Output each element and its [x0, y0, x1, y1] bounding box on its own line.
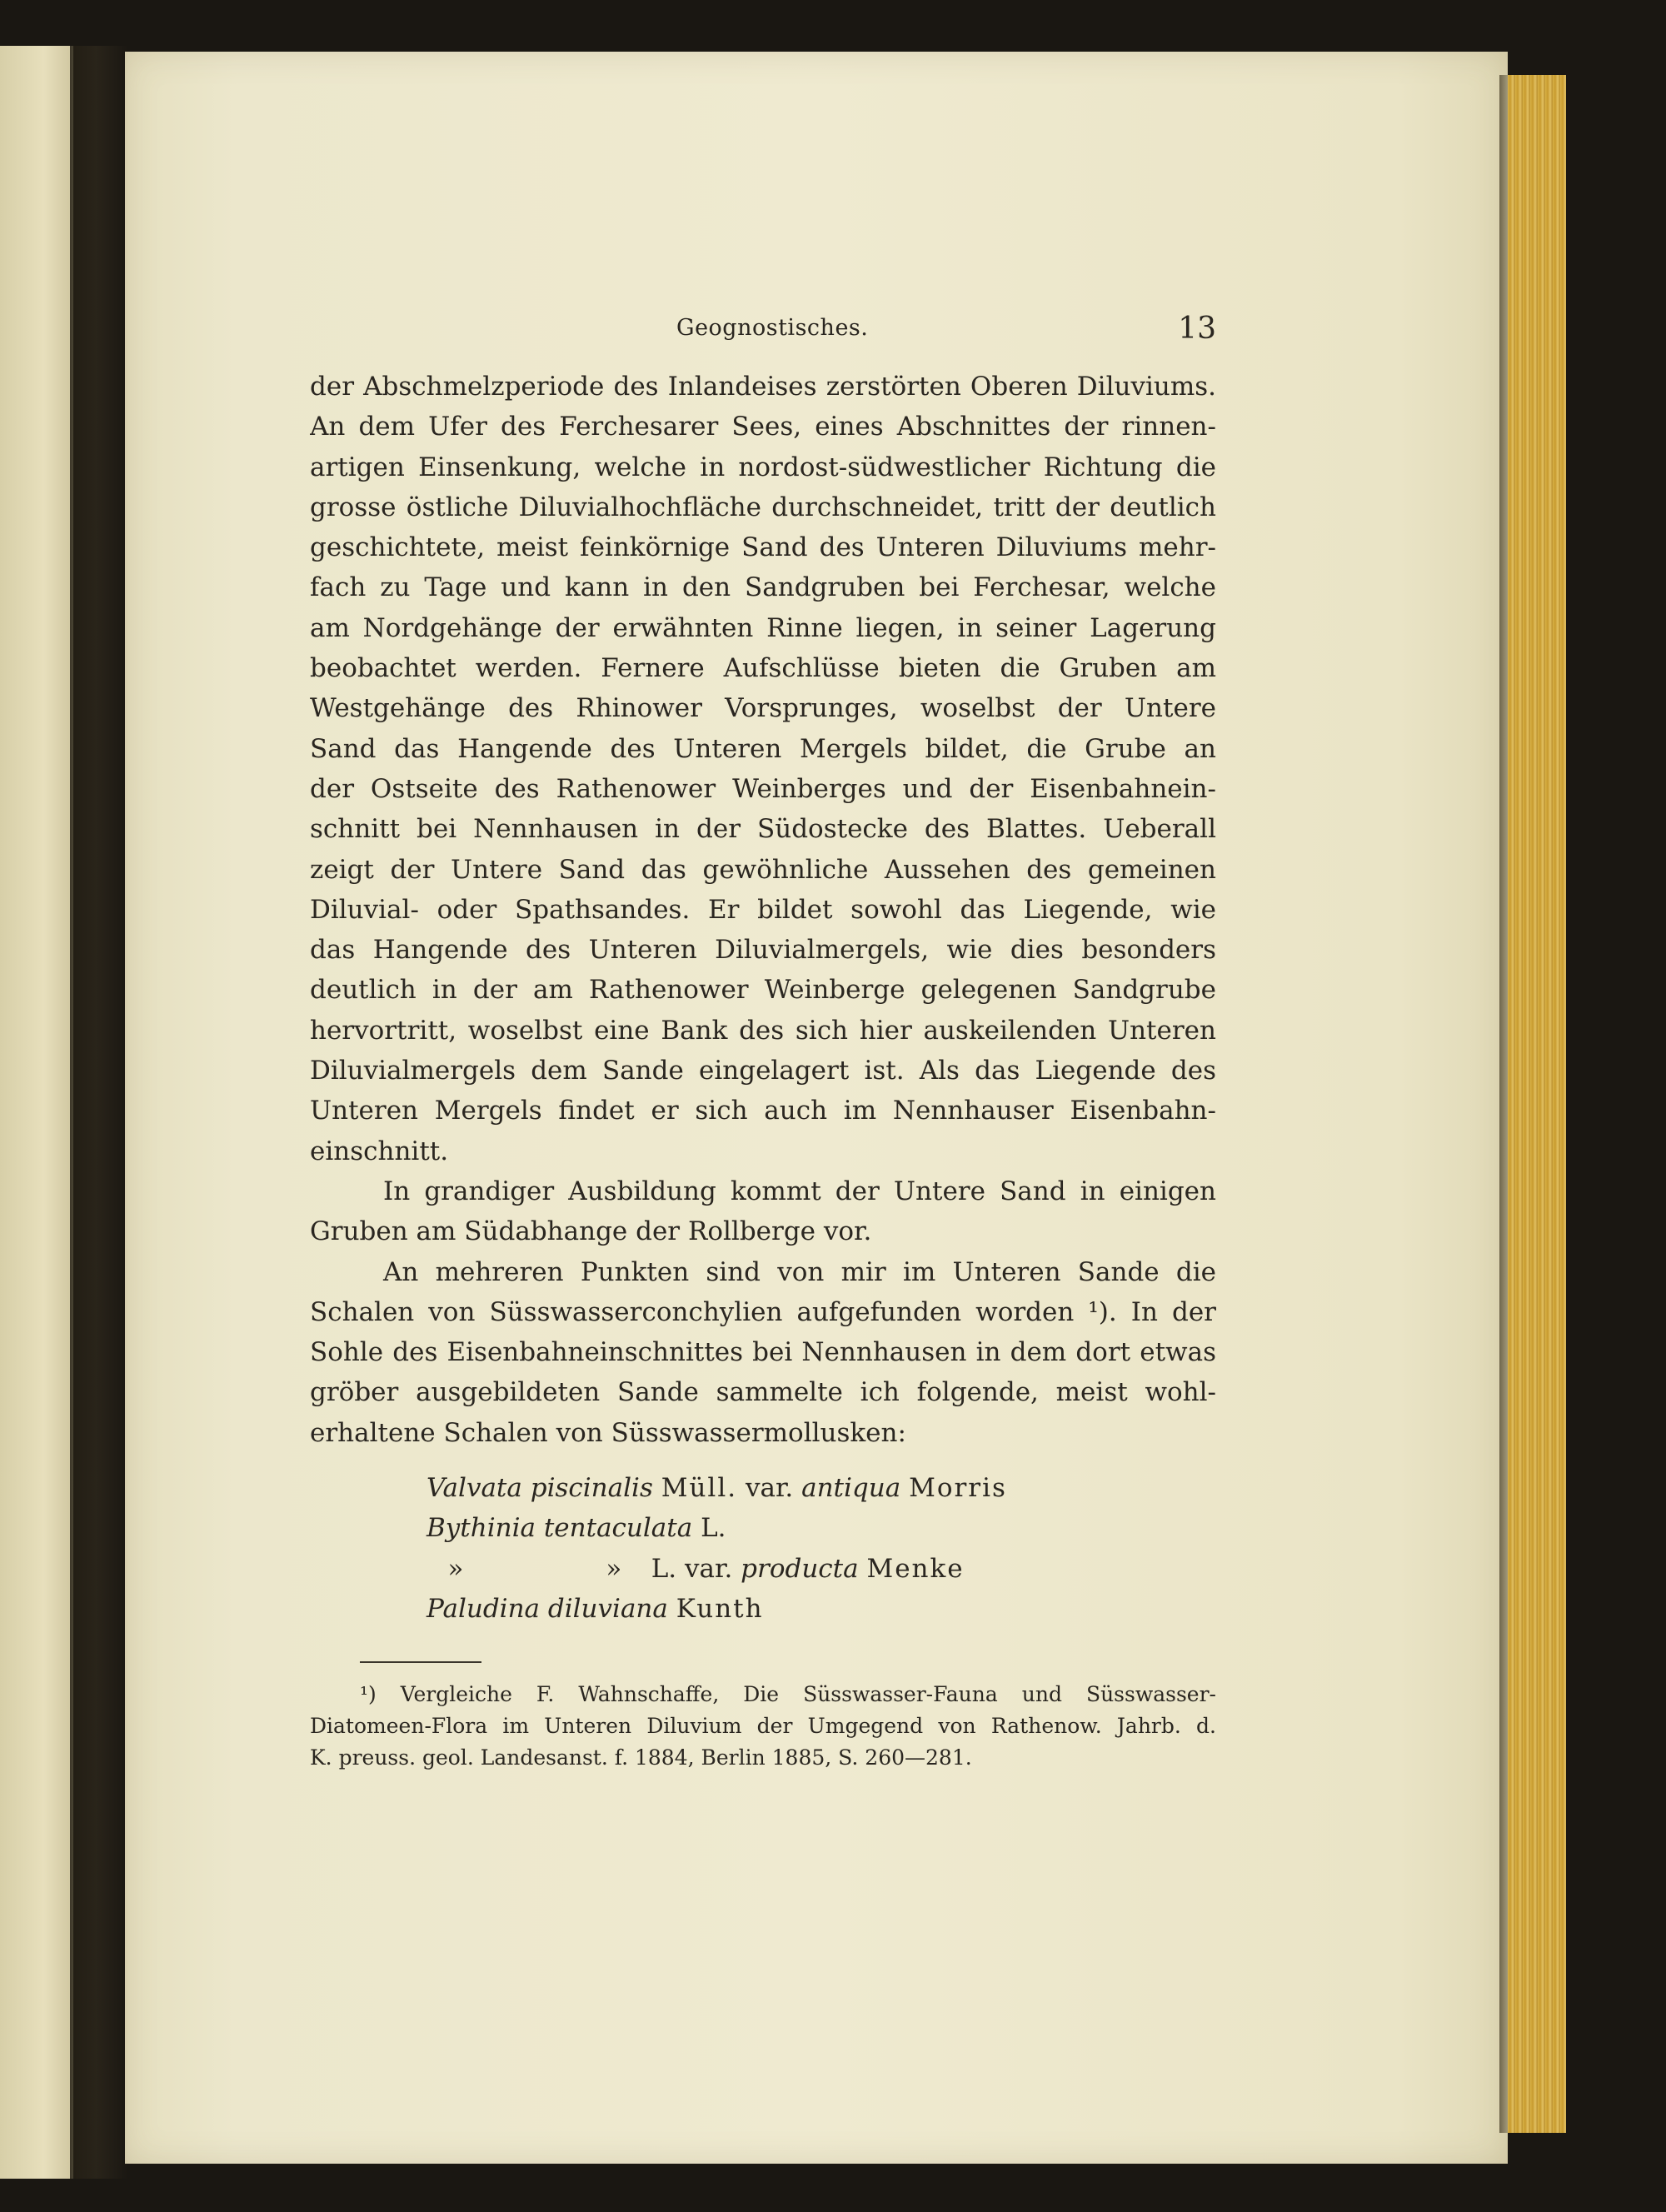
- text-line: grosse östliche Diluvialhochfläche durchschneidet, tritt der deutlich: [310, 492, 1216, 522]
- text-line: Diluvial- oder Spathsandes. Er bildet sowohl das Liegende, wie: [310, 894, 1216, 925]
- footnote-rule: [360, 1661, 481, 1663]
- species-entry: [426, 1549, 1093, 1589]
- page-header: [310, 312, 1216, 348]
- text-line: Gruben am Südabhange der Rollberge vor.: [310, 1216, 872, 1247]
- text-line: Diluvialmergels dem Sande eingelagert ist. Als das Liegende des: [310, 1056, 1216, 1086]
- species-list: [426, 1468, 1093, 1629]
- text-line: gröber ausgebildeten Sande sammelte ich folgende, meist wohl-: [310, 1377, 1216, 1408]
- text-line: einschnitt.: [310, 1136, 449, 1166]
- page-gutter-shadow: [70, 46, 128, 2179]
- previous-page-edge: [0, 46, 73, 2179]
- footnote-line: K. preuss. geol. Landesanst. f. 1884, Berlin 1885, S. 260—281.: [310, 1745, 972, 1770]
- text-line: Schalen von Süsswasserconchylien aufgefunden worden ¹). In der: [310, 1296, 1216, 1327]
- text-line: geschichtete, meist feinkörnige Sand des Unteren Diluviums mehr-: [310, 532, 1216, 563]
- text-line: Unteren Mergels findet er sich auch im Nennhauser Eisenbahn-: [310, 1096, 1216, 1126]
- species-entry: [426, 1468, 1093, 1508]
- text-line: hervortritt, woselbst eine Bank des sich hier auskeilenden Unteren: [310, 1015, 1216, 1046]
- text-line: am Nordgehänge der erwähnten Rinne liegen, in seiner Lagerung: [310, 612, 1216, 643]
- text-line: artigen Einsenkung, welche in nordost-südwestlicher Richtung die: [310, 452, 1216, 482]
- species-variety-label: var.: [745, 1473, 794, 1503]
- species-name: Valvata piscinalis: [426, 1473, 653, 1503]
- species-name: Bythinia tentaculata: [426, 1513, 693, 1544]
- footnote: [310, 1679, 1216, 1774]
- text-line: An dem Ufer des Ferchesarer Sees, eines Abschnittes der rinnen-: [310, 412, 1216, 442]
- species-name: Paludina diluviana: [426, 1593, 668, 1624]
- species-variety-author: Morris: [909, 1473, 1007, 1503]
- species-author: Müll.: [661, 1473, 738, 1503]
- text-line: An mehreren Punkten sind von mir im Unteren Sande die: [383, 1256, 1216, 1287]
- species-variety: producta: [741, 1553, 859, 1584]
- footnote-line: Diatomeen-Flora im Unteren Diluvium der Umgegend von Rathenow. Jahrb. d.: [310, 1714, 1216, 1738]
- body-text: [310, 367, 1216, 1453]
- species-author: L.: [701, 1513, 726, 1544]
- text-line: zeigt der Untere Sand das gewöhnliche Aussehen des gemeinen: [310, 854, 1216, 885]
- ditto-mark: »: [606, 1553, 622, 1584]
- species-variety: antiqua: [801, 1473, 901, 1503]
- ditto-mark: »: [447, 1553, 464, 1584]
- text-line: Sand das Hangende des Unteren Mergels bildet, die Grube an: [310, 733, 1216, 764]
- page-number: 13: [1178, 312, 1216, 346]
- species-author: Kunth: [676, 1593, 764, 1624]
- text-line: Westgehänge des Rhinower Vorsprunges, woselbst der Untere: [310, 693, 1216, 724]
- text-line: fach zu Tage und kann in den Sandgruben bei Ferchesar, welche: [310, 572, 1216, 603]
- text-line: der Ostseite des Rathenower Weinberges und der Eisenbahnein-: [310, 773, 1216, 804]
- running-head: Geognostisches.: [676, 315, 869, 341]
- gilded-page-edges: [1508, 75, 1566, 2133]
- species-author: L.: [651, 1553, 677, 1584]
- text-line: erhaltene Schalen von Süsswassermollusken:: [310, 1417, 906, 1448]
- text-line: Sohle des Eisenbahneinschnittes bei Nennhausen in dem dort etwas: [310, 1337, 1216, 1368]
- text-line: deutlich in der am Rathenower Weinberge gelegenen Sandgrube: [310, 975, 1216, 1006]
- species-entry: [426, 1589, 1093, 1629]
- footnote-line: ¹) Vergleiche F. Wahnschaffe, Die Süsswasser-Fauna und Süsswasser-: [360, 1682, 1216, 1706]
- text-line: das Hangende des Unteren Diluvialmergels, wie dies besonders: [310, 935, 1216, 966]
- species-variety-label: var.: [685, 1553, 733, 1584]
- text-line: schnitt bei Nennhausen in der Südostecke des Blattes. Ueberall: [310, 814, 1216, 845]
- text-line: In grandiger Ausbildung kommt der Untere Sand in einigen: [383, 1176, 1216, 1206]
- species-variety-author: Menke: [866, 1553, 965, 1584]
- text-line: beobachtet werden. Fernere Aufschlüsse bieten die Gruben am: [310, 653, 1216, 684]
- text-line: der Abschmelzperiode des Inlandeises zerstörten Oberen Diluviums.: [310, 372, 1216, 402]
- species-entry: [426, 1508, 1093, 1548]
